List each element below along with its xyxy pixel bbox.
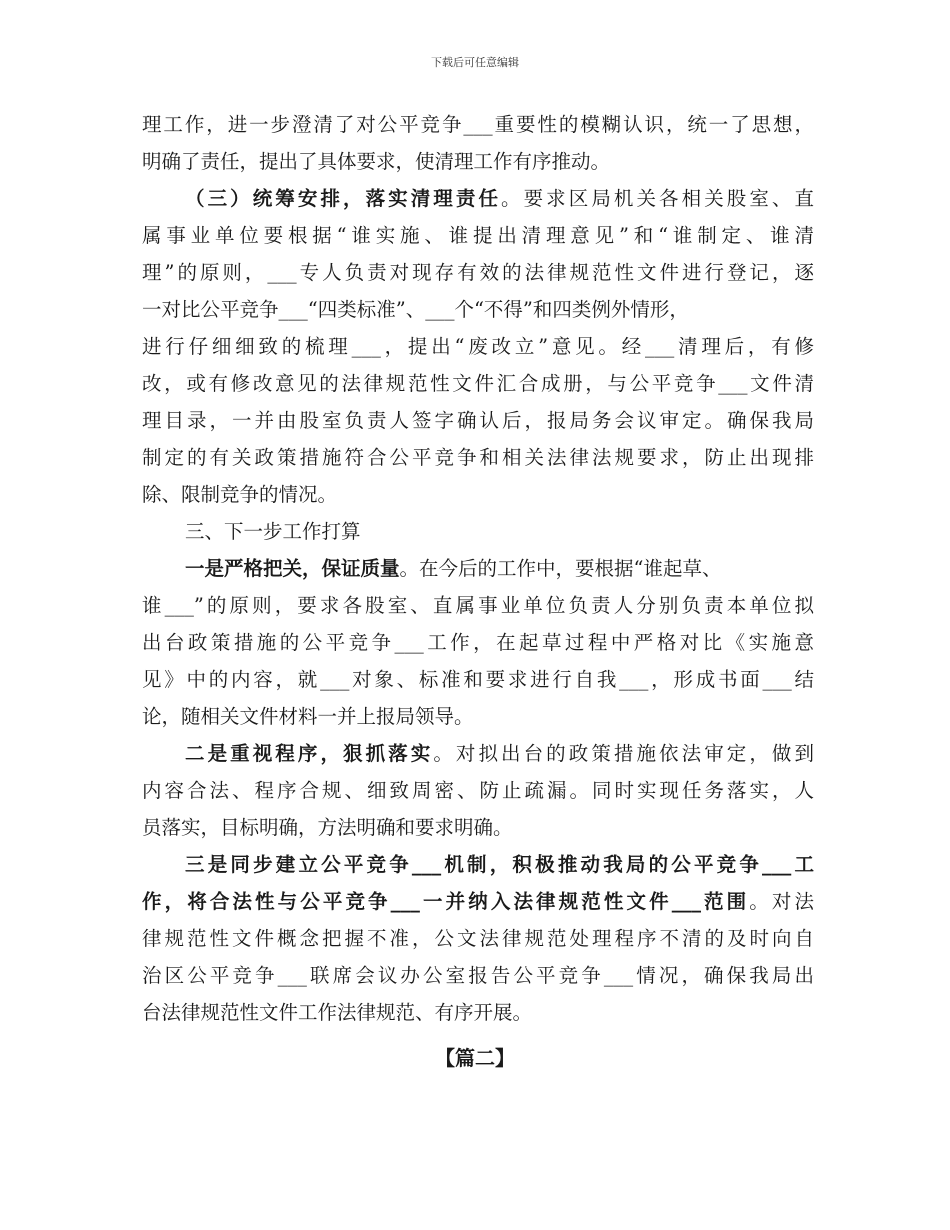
- text-line: [142, 735, 814, 772]
- text-line: [142, 106, 814, 143]
- bold-lead-text: 三是同步建立公平竞争___机制，积极推动我局的公平竞争___工: [185, 853, 814, 876]
- line-text: 内容合法、程序合规、细致周密、防止疏漏。同时实现任务落实，人: [142, 779, 814, 802]
- text-line: [142, 291, 814, 328]
- line-text: 改，或有修改意见的法律规范性文件汇合成册，与公平竞争___文件清: [142, 372, 814, 395]
- text-line: [142, 587, 814, 624]
- line-text: 明确了责任，提出了具体要求，使清理工作有序推动。: [142, 150, 611, 173]
- line-text: 。对拟出台的政策措施依法审定，做到: [433, 742, 814, 765]
- line-text: 理”的原则，___专人负责对现存有效的法律规范性文件进行登记，逐: [142, 261, 814, 284]
- line-text: 属事业单位要根据“谁实施、谁提出清理意见”和“谁制定、谁清: [142, 224, 814, 247]
- text-line: [142, 439, 814, 476]
- text-line: [142, 809, 814, 846]
- text-line: [142, 698, 814, 735]
- text-line: [142, 180, 814, 217]
- line-text: 理目录，一并由股室负责人签字确认后，报局务会议审定。确保我局: [142, 409, 814, 432]
- text-line: [142, 476, 814, 513]
- text-line: [142, 624, 814, 661]
- line-text: 论，随相关文件材料一并上报局领导。: [142, 705, 474, 728]
- text-line: [142, 328, 814, 365]
- text-line: [142, 957, 814, 994]
- text-line: [142, 513, 814, 550]
- document-body: [142, 106, 814, 1031]
- line-text: 谁___”的原则，要求各股室、直属事业单位负责人分别负责本单位拟: [142, 594, 814, 617]
- line-text: 。对法: [749, 890, 814, 913]
- section-title: 【篇二】: [435, 1046, 515, 1070]
- line-text: 三、下一步工作打算: [185, 520, 361, 543]
- text-line: [142, 365, 814, 402]
- line-text: 治区公平竞争___联席会议办公室报告公平竞争___情况，确保我局出: [142, 964, 814, 987]
- page-header: 下载后可任意编辑: [431, 56, 519, 69]
- bold-lead-text: 一是严格把关，保证质量: [185, 557, 400, 580]
- text-line: [142, 846, 814, 883]
- text-line: [142, 402, 814, 439]
- line-text: 进行仔细细致的梳理___，提出“废改立”意见。经___清理后，有修: [142, 335, 814, 358]
- line-text: 除、限制竞争的情况。: [142, 483, 338, 506]
- line-text: 理工作，进一步澄清了对公平竞争___重要性的模糊认识，统一了思想，: [142, 113, 814, 136]
- text-line: [142, 550, 814, 587]
- line-text: 律规范性文件概念把握不准，公文法律规范处理程序不清的及时向自: [142, 927, 814, 950]
- line-text: 。要求区局机关各相关股室、直: [501, 187, 814, 210]
- line-text: 员落实，目标明确，方法明确和要求明确。: [142, 816, 513, 839]
- line-text: 一对比公平竞争___“四类标准”、___个“不得”和四类例外情形，: [142, 298, 689, 321]
- text-line: [142, 217, 814, 254]
- text-line: [142, 143, 814, 180]
- line-text: 台法律规范性文件工作法律规范、有序开展。: [142, 1001, 533, 1024]
- line-text: 。在今后的工作中，要根据“谁起草、: [399, 557, 722, 580]
- bold-lead-text: 二是重视程序，狠抓落实: [185, 742, 434, 765]
- text-line: [142, 254, 814, 291]
- text-line: [142, 883, 814, 920]
- text-line: [142, 920, 814, 957]
- text-line: [142, 772, 814, 809]
- bold-lead-text: （三）统筹安排，落实清理责任: [185, 187, 502, 210]
- line-text: 制定的有关政策措施符合公平竞争和相关法律法规要求，防止出现排: [142, 446, 814, 469]
- bold-lead-text: 作，将合法性与公平竞争___一并纳入法律规范性文件___范围: [142, 890, 750, 913]
- line-text: 见》中的内容，就___对象、标准和要求进行自我___，形成书面___结: [142, 668, 814, 691]
- text-line: [142, 661, 814, 698]
- text-line: [142, 994, 814, 1031]
- line-text: 出台政策措施的公平竞争___工作，在起草过程中严格对比《实施意: [142, 631, 814, 654]
